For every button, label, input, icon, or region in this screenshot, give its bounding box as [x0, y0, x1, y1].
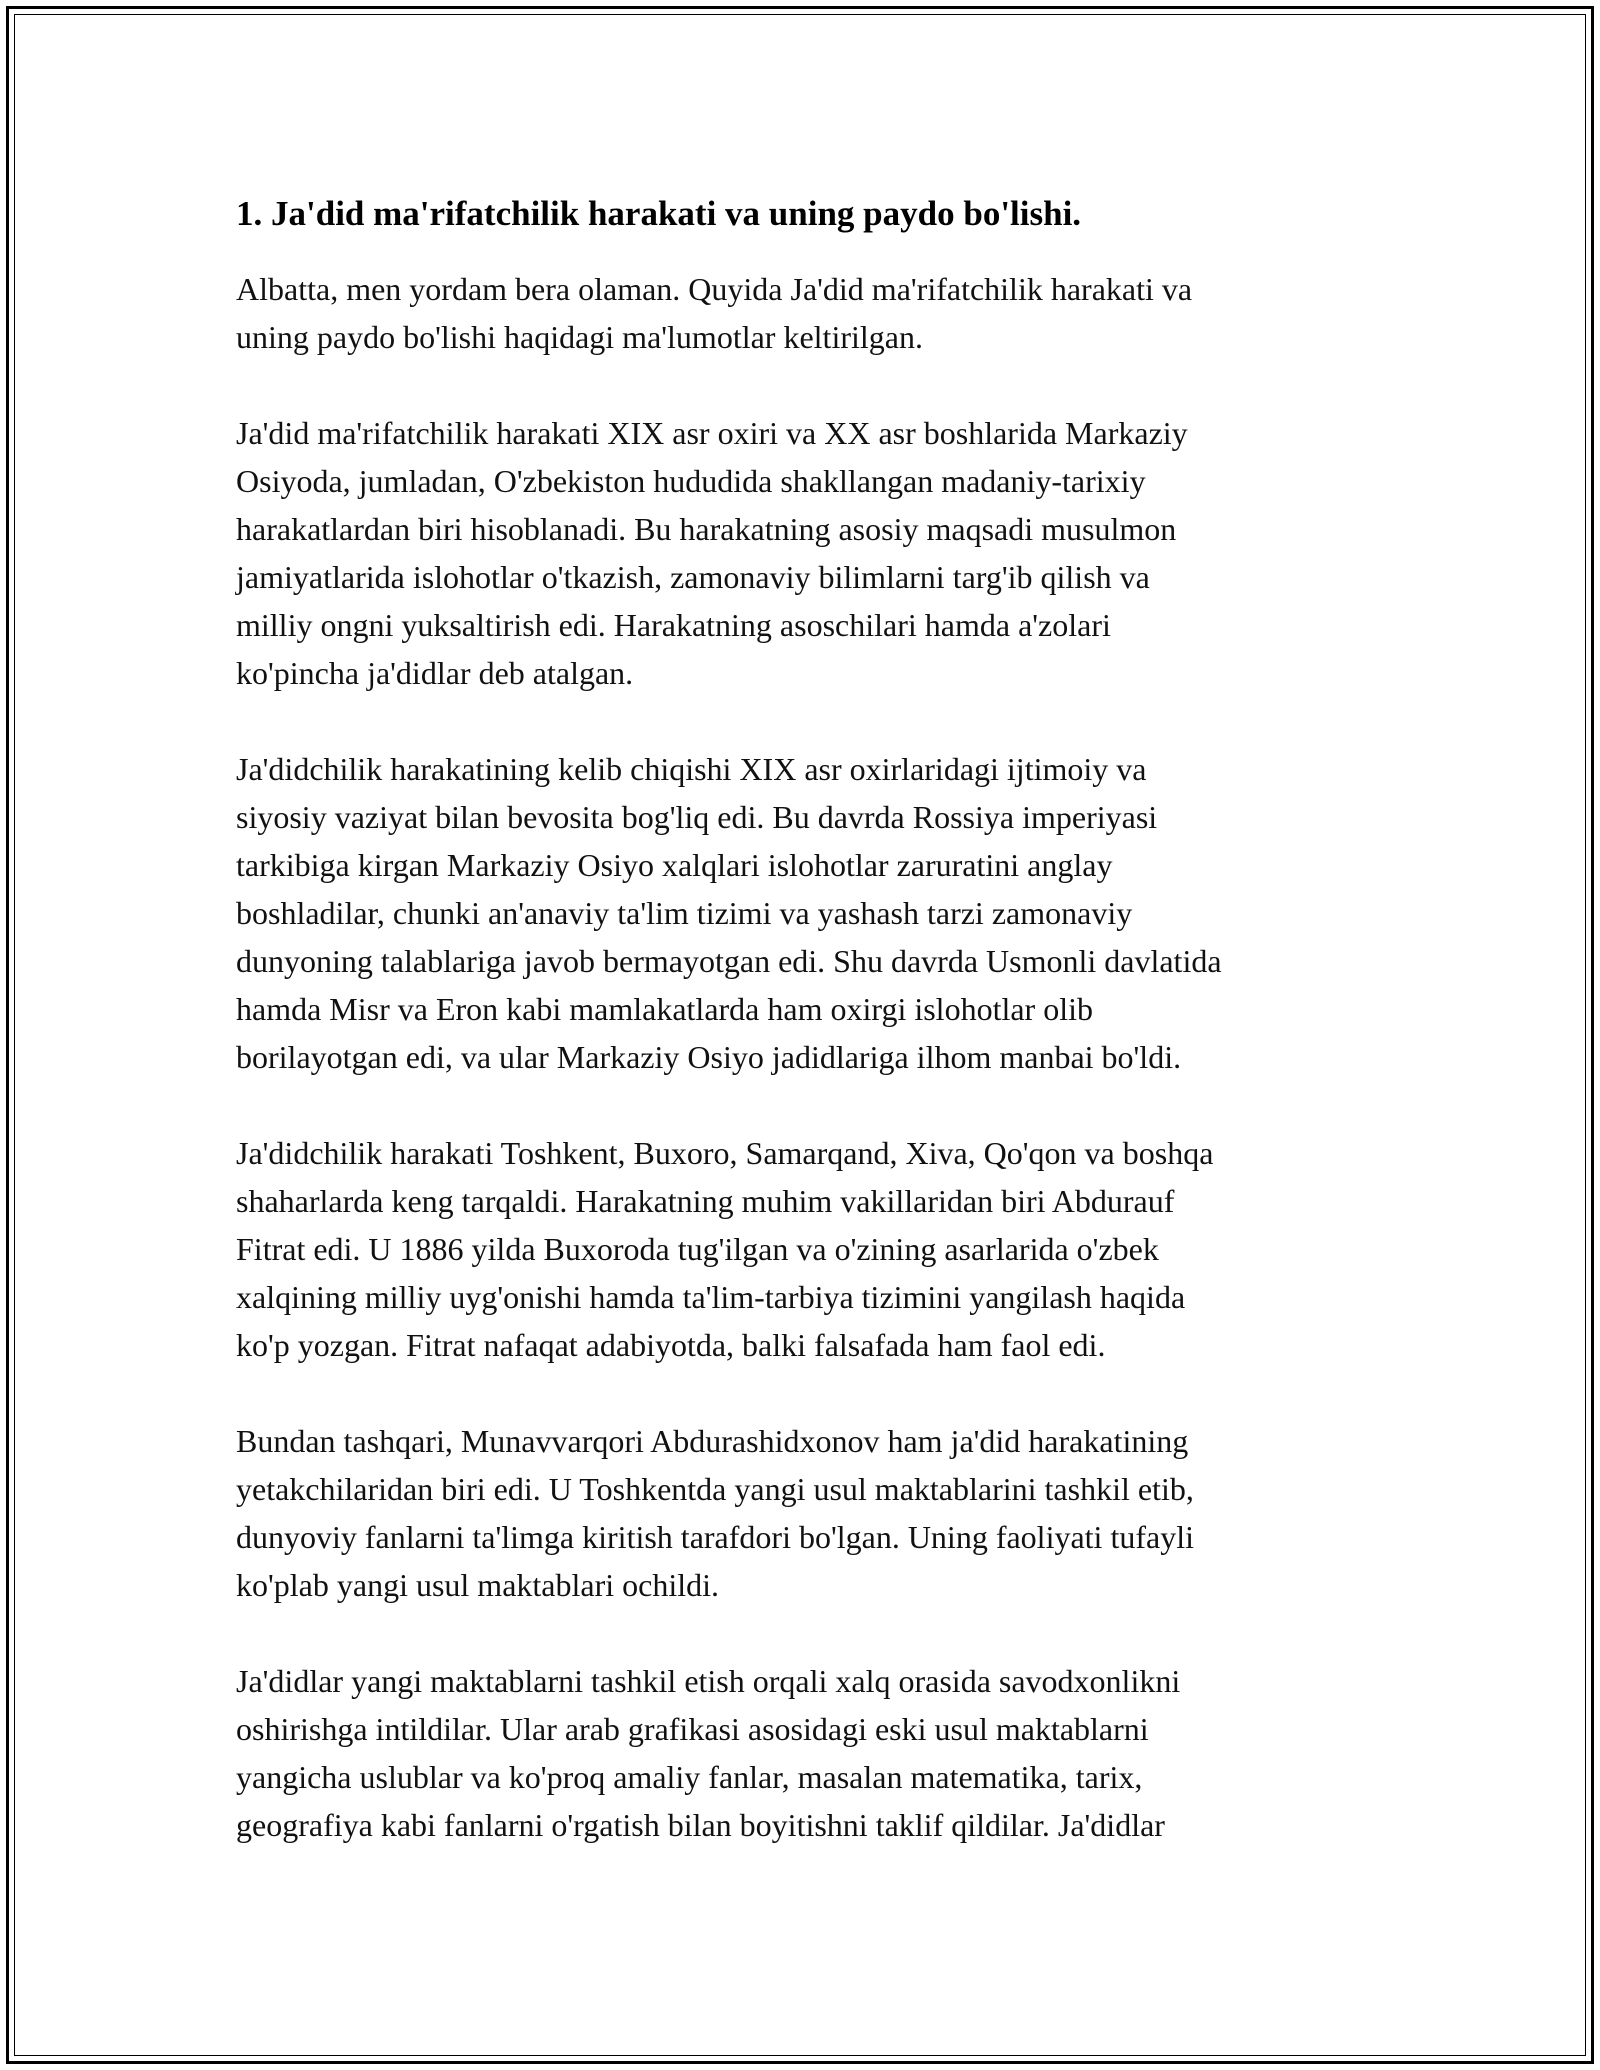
paragraph-definition: Ja'did ma'rifatchilik harakati XIX asr oxiri va XX asr boshlarida Markaziy Osiyoda, jumladan, O'zbekiston hududida shakllangan madaniy-tarixiy harakatlardan biri hisoblanadi. Bu harakatning asosiy maqsadi musulmon jamiyatlarida islohotlar o'tkazish, zamonaviy bilimlarni targ'ib qilish va milliy ongni yuksaltirish edi. Harakatning asoschilari hamda a'zolari ko'pincha ja'didlar deb atalgan.: [236, 415, 1188, 691]
section-heading: 1. Ja'did ma'rifatchilik harakati va uning paydo bo'lishi.: [236, 194, 1082, 233]
document-body: [236, 185, 1376, 1897]
paragraph-schools: Ja'didlar yangi maktablarni tashkil etish orqali xalq orasida savodxonlikni oshirishga intildilar. Ular arab grafikasi asosidagi eski usul maktablarni yangicha uslublar va ko'proq amaliy fanlar, masalan matematika, tarix, geografiya kabi fanlarni o'rgatish bilan boyitishni taklif qildilar. Ja'didlar: [236, 1663, 1181, 1843]
paragraph-intro: Albatta, men yordam bera olaman. Quyida Ja'did ma'rifatchilik harakati va uning paydo bo'lishi haqidagi ma'lumotlar keltirilgan.: [236, 271, 1193, 355]
paragraph-origins: Ja'didchilik harakatining kelib chiqishi XIX asr oxirlaridagi ijtimoiy va siyosiy vaziyat bilan bevosita bog'liq edi. Bu davrda Rossiya imperiyasi tarkibiga kirgan Markaziy Osiyo xalqlari islohotlar zaruratini anglay boshladilar, chunki an'anaviy ta'lim tizimi va yashash tarzi zamonaviy dunyoning talablariga javob bermayotgan edi. Shu davrda Usmonli davlatida hamda Misr va Eron kabi mamlakatlarda ham oxirgi islohotlar olib borilayotgan edi, va ular Markaziy Osiyo jadidlariga ilhom manbai bo'ldi.: [236, 751, 1222, 1075]
paragraph-munavvarqori: Bundan tashqari, Munavvarqori Abdurashidxonov ham ja'did harakatining yetakchilaridan biri edi. U Toshkentda yangi usul maktablarini tashkil etib, dunyoviy fanlarni ta'limga kiritish tarafdori bo'lgan. Uning faoliyati tufayli ko'plab yangi usul maktablari ochildi.: [236, 1423, 1194, 1603]
paragraph-fitrat: Ja'didchilik harakati Toshkent, Buxoro, Samarqand, Xiva, Qo'qon va boshqa shaharlarda keng tarqaldi. Harakatning muhim vakillaridan biri Abdurauf Fitrat edi. U 1886 yilda Buxoroda tug'ilgan va o'zining asarlarida o'zbek xalqining milliy uyg'onishi hamda ta'lim-tarbiya tizimini yangilash haqida ko'p yozgan. Fitrat nafaqat adabiyotda, balki falsafada ham faol edi.: [236, 1135, 1214, 1363]
